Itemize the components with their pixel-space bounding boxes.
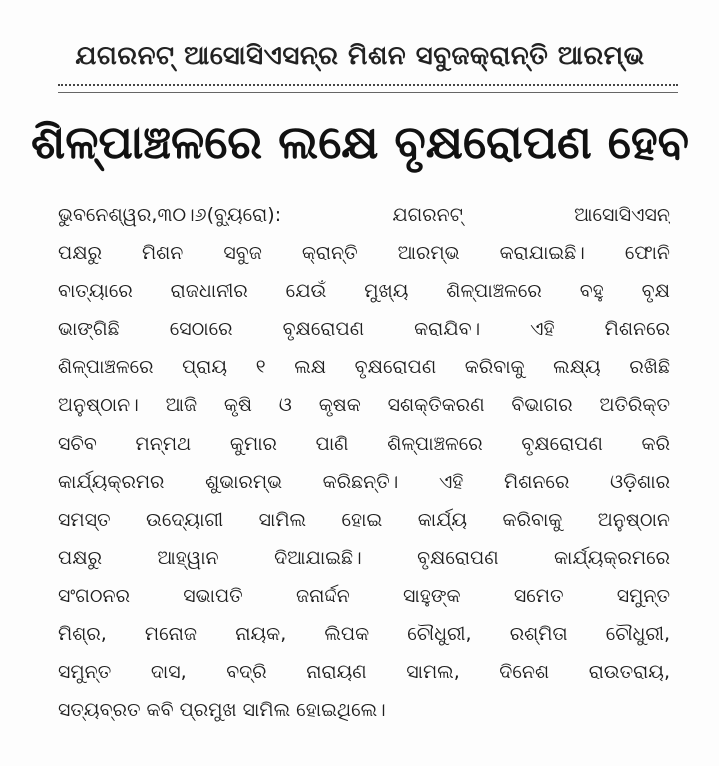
- article-body: [58, 196, 670, 729]
- body-line: ଭୁବନେଶ୍ୱର,୩୦।୬(ବ୍ୟୁରୋ): ଯଗରନଟ୍ ଆସୋସିଏସନ୍: [58, 204, 670, 226]
- body-line: ପକ୍ଷରୁ ମିଶନ ସବୁଜ କ୍ରାନ୍ତି ଆରମ୍ଭ କରାଯାଇଛି। ଫୋନି: [58, 242, 670, 265]
- body-line: ବାତ୍ୟାରେ ରାଜଧାନୀର ଯେଉଁ ମୁଖ୍ୟ ଶିଳ୍ପାଞ୍ଚଳରେ ବହୁ ବୃକ୍ଷ: [58, 280, 670, 303]
- body-line: ଭାଙ୍ଗିଛି ସେଠାରେ ବୃକ୍ଷରୋପଣ କରାଯିବ। ଏହି ମିଶନରେ: [58, 318, 670, 341]
- body-line: କାର୍ଯ୍ୟକ୍ରମର ଶୁଭାରମ୍ଭ କରିଛନ୍ତି। ଏହି ମିଶନରେ ଓଡ଼ିଶାର: [58, 470, 670, 493]
- main-headline: ଶିଳ୍ପାଞ୍ଚଳରେ ଲକ୍ଷେ ବୃକ୍ଷରୋପଣ ହେବ: [30, 115, 690, 169]
- body-line: ମିଶ୍ର, ମନୋଜ ନାୟକ, ଲିପକ ଚୌଧୁରୀ, ରଶ୍ମିତା ଚୌଧୁରୀ,: [58, 623, 670, 646]
- body-line-last: ସତ୍ୟବ୍ରତ କବି ପ୍ରମୁଖ ସାମିଲ ହୋଇଥିଲେ।: [58, 699, 386, 722]
- body-line: ଅନୁଷ୍ଠାନ। ଆଜି କୃଷି ଓ କୃଷକ ସଶକ୍ତିକରଣ ବିଭାଗର ଅତିରିକ୍ତ: [58, 394, 670, 417]
- body-line: ସଂଗଠନର ସଭାପତି ଜନାର୍ଦ୍ଦନ ସାହୁଙ୍କ ସମେତ ସମୁନ୍ତ: [58, 584, 670, 607]
- kicker-divider: [58, 84, 678, 93]
- body-line: ସମୁନ୍ତ ଦାସ, ବଦ୍ରି ନାରାୟଣ ସାମଲ, ଦିନେଶ ରାଉତରାୟ,: [58, 661, 670, 684]
- body-line: ପକ୍ଷରୁ ଆହ୍ୱାନ ଦିଆଯାଇଛି। ବୃକ୍ଷରୋପଣ କାର୍ଯ୍ୟକ୍ରମରେ: [58, 546, 670, 569]
- kicker-headline: ଯଗରନଟ୍ ଆସୋସିଏସନ୍‌ର ମିଶନ ସବୁଜକ୍ରାନ୍ତି ଆରମ୍ଭ: [75, 41, 645, 71]
- body-line: ଶିଳ୍ପାଞ୍ଚଳରେ ପ୍ରାୟ ୧ ଲକ୍ଷ ବୃକ୍ଷରୋପଣ କରିବାକୁ ଲକ୍ଷ୍ୟ ରଖିଛି: [58, 356, 670, 379]
- body-line: ସମସ୍ତ ଉଦ୍ୟୋଗୀ ସାମିଲ ହୋଇ କାର୍ଯ୍ୟ କରିବାକୁ ଅନୁଷ୍ଠାନ: [58, 508, 670, 531]
- body-line: ସଚିବ ମନ୍ମଥ କୁମାର ପାଣି ଶିଳ୍ପାଞ୍ଚଳରେ ବୃକ୍ଷରୋପଣ କରି: [58, 432, 670, 455]
